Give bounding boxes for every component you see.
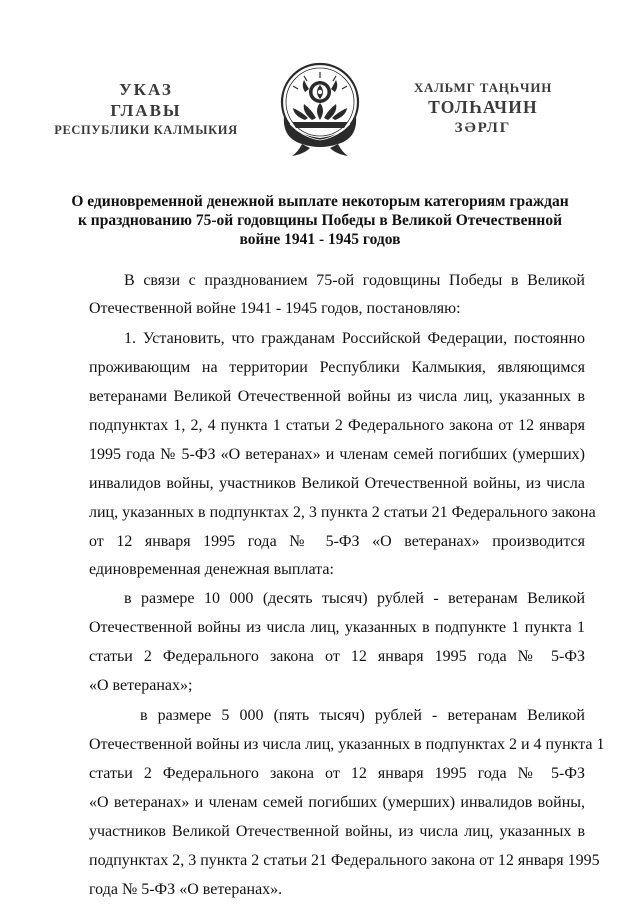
body-line: 1. Установить, что гражданам Российской Федерации, постоянно [124,330,585,347]
document-title [60,192,580,249]
header-left-block [46,79,246,139]
coat-of-arms-icon [274,58,366,158]
header-right-block [383,79,583,138]
body-line: подпунктах 2, 3 пункта 2 статьи 21 Федерального закона от 12 января 1995 [89,852,600,869]
body-line: В связи с празднованием 75-ой годовщины Победы в Великой [124,272,585,289]
body-line: единовременная денежная выплата: [89,561,334,578]
body-line: инвалидов войны, участников Великой Отечественной войны, из числа [89,475,585,492]
body-line: статьи 2 Федерального закона от 12 января 1995 года № 5-ФЗ [89,765,585,782]
body-line: 1995 года № 5-ФЗ «О ветеранах» и членам семей погибших (умерших) [89,446,585,463]
title-line1: О единовременной денежной выплате некоторым категориям граждан [71,193,569,210]
body-line: «О ветеранах»; [89,677,193,694]
body-line: лиц, указанных в подпунктах 2, 3 пункта 2 статьи 21 Федерального закона [89,504,596,521]
header-left-line2: ГЛАВЫ [110,101,182,120]
body-line: в размере 5 000 (пять тысяч) рублей - ветеранам Великой [140,707,585,724]
body-line: подпунктах 1, 2, 4 пункта 1 статьи 2 Федерального закона от 12 января [89,417,585,434]
body-line: Отечественной войны из числа лиц, указанных в подпункте 1 пункта 1 [89,619,585,636]
body-line: в размере 10 000 (десять тысяч) рублей - ветеранам Великой [124,590,585,607]
body-line: статьи 2 Федерального закона от 12 января 1995 года № 5-ФЗ [89,648,585,665]
body-line: Отечественной войны из числа лиц, указанных в подпунктах 2 и 4 пункта 1 [89,736,605,753]
body-line: участников Великой Отечественной войны, из числа лиц, указанных в [89,823,585,840]
body-line: от 12 января 1995 года № 5-ФЗ «О ветеранах» производится [89,533,585,550]
body-line: года № 5-ФЗ «О ветеранах». [89,881,283,898]
header-left-line1: УКАЗ [119,80,173,99]
body-line: Отечественной войне 1941 - 1945 годов, постановляю: [89,300,461,317]
header-right-line2: ТОЛҺАЧИН [428,97,538,117]
body-line: проживающим на территории Республики Калмыкия, являющимся [89,359,585,376]
header-left-line3: РЕСПУБЛИКИ КАЛМЫКИЯ [54,123,238,137]
body-line: ветеранами Великой Отечественной войны из числа лиц, указанных в [89,388,585,405]
header-right-line3: ЗӘРЛГ [454,120,512,136]
title-line2: к празднованию 75-ой годовщины Победы в Великой Отечественной [77,212,563,229]
title-line3: войне 1941 - 1945 годов [239,231,401,248]
header-right-line1: ХАЛЬМГ ТАҢҺЧИН [413,80,553,95]
body-line: «О ветеранах» и членам семей погибших (умерших) инвалидов войны, [89,794,585,811]
